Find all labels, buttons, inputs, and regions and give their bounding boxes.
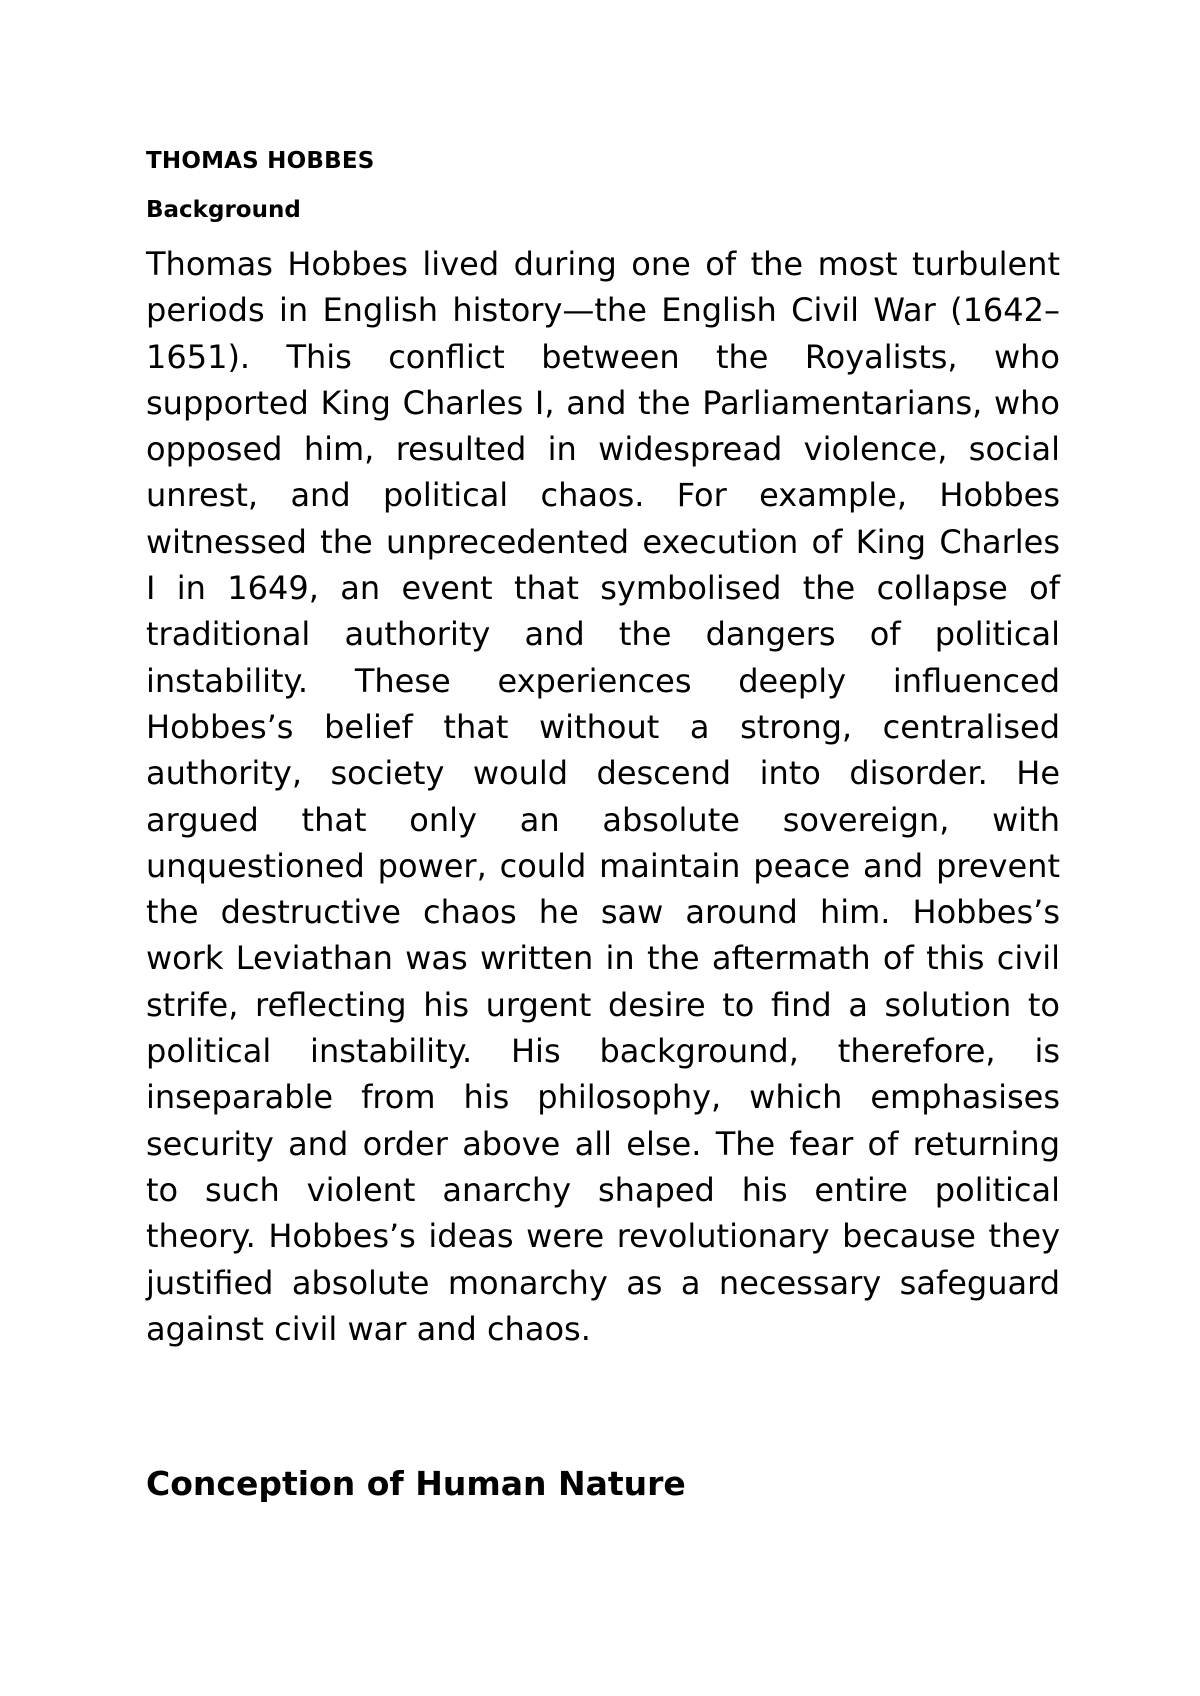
section-label-background: Background <box>146 197 301 223</box>
document-page <box>146 0 1060 1696</box>
document-title: THOMAS HOBBES <box>146 148 375 174</box>
background-paragraph: Thomas Hobbes lived during one of the most turbulent periods in English history—the English Civil War (1642–1651). This conflict between the Royalists, who supported King Charles I, and the Parliamentarians, who opposed him, resulted in widespread violence, social unrest, and political chaos. For example, Hobbes witnessed the unprecedented execution of King Charles I in 1649, an event that symbolised the collapse of traditional authority and the dangers of political instability. These experiences deeply influenced Hobbes’s belief that without a strong, centralised authority, society would descend into disorder. He argued that only an absolute sovereign, with unquestioned power, could maintain peace and prevent the destructive chaos he saw around him. Hobbes’s work Leviathan was written in the aftermath of this civil strife, reflecting his urgent desire to find a solution to political instability. His background, therefore, is inseparable from his philosophy, which emphasises security and order above all else. The fear of returning to such violent anarchy shaped his entire political theory. Hobbes’s ideas were revolutionary because they justified absolute monarchy as a necessary safeguard against civil war and chaos. <box>146 245 1060 1348</box>
section-heading-human-nature: Conception of Human Nature <box>146 1464 686 1503</box>
